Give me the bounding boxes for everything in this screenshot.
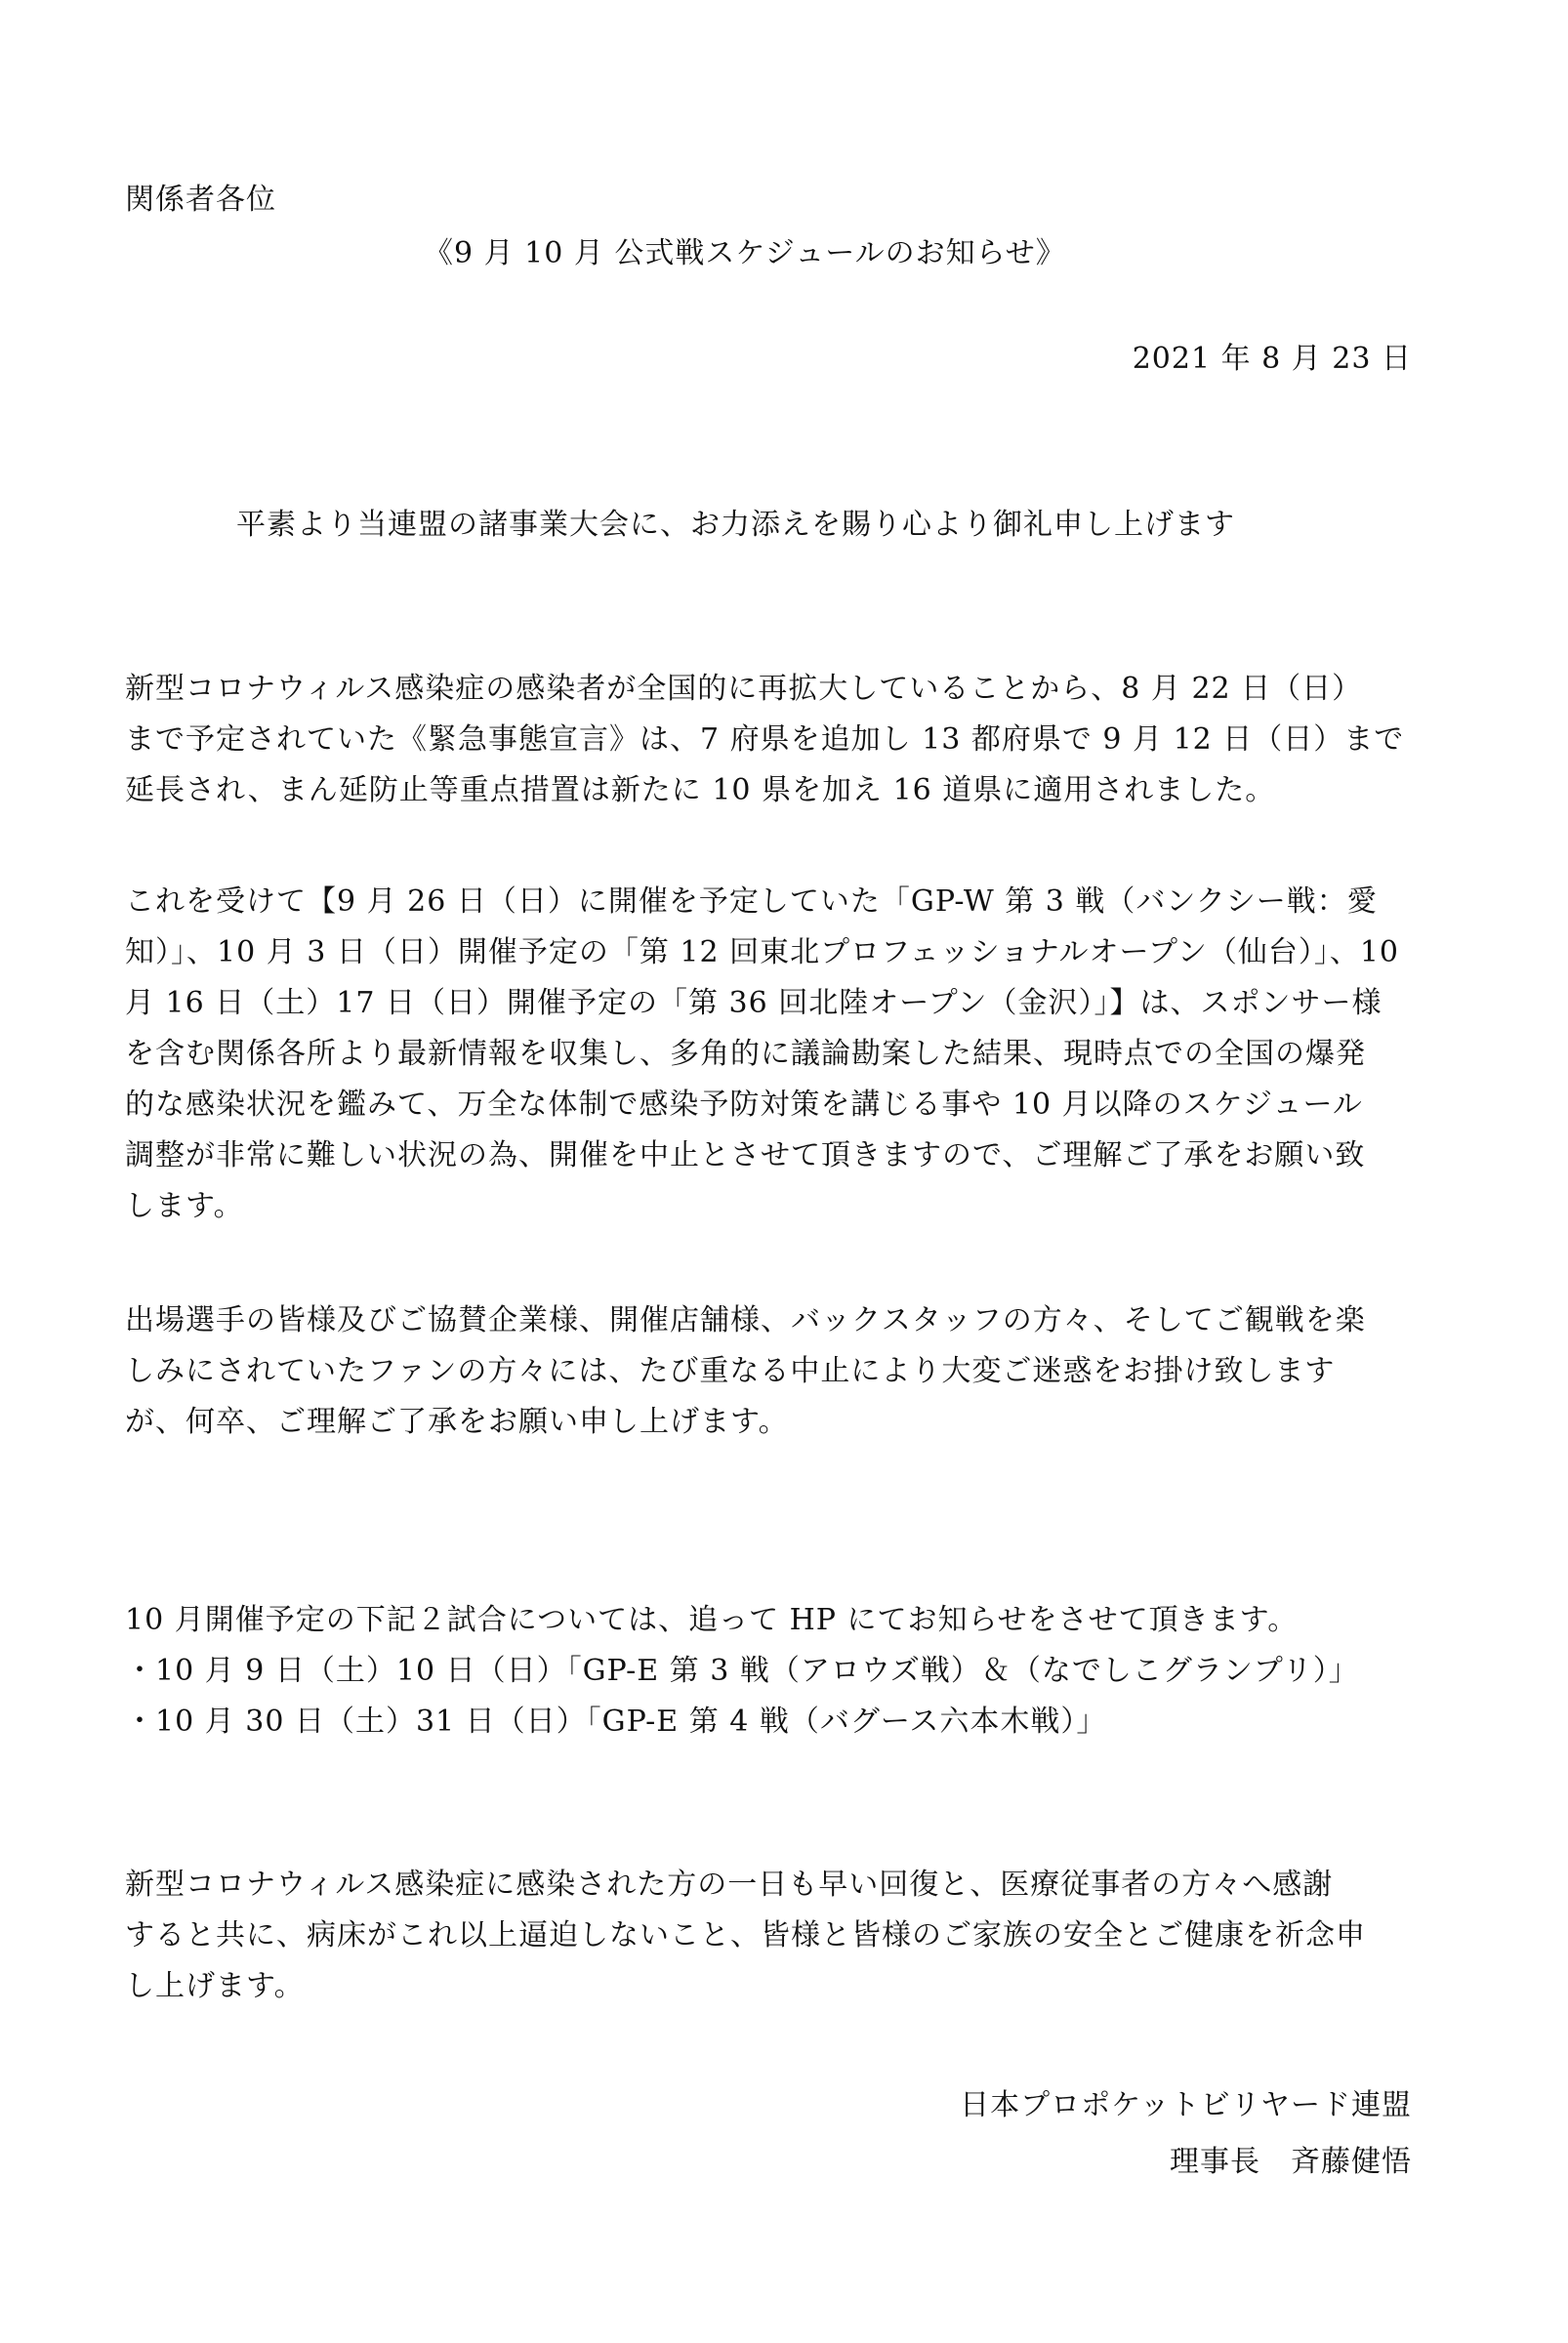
paragraph-line: を含む関係各所より最新情報を収集し、多角的に議論勘案した結果、現時点での全国の爆発 [125, 1037, 1366, 1071]
paragraph-line: 調整が非常に難しい状況の為、開催を中止とさせて頂きますので、ご理解ご了承をお願い致 [125, 1138, 1366, 1172]
greeting: 平素より当連盟の諸事業大会に、お力添えを賜り心より御礼申し上げます [236, 508, 1235, 542]
schedule-item: ・10 月 9 日（土）10 日（日）「GP-E 第 3 戦（アロウズ戦）＆（なでしこグランプリ）」 [125, 1654, 1359, 1688]
paragraph-line: しみにされていたファンの方々には、たび重なる中止により大変ご迷惑をお掛け致します [125, 1354, 1336, 1388]
paragraph-line: 知）」、10 月 3 日（日）開催予定の「第 12 回東北プロフェッショナルオープン（仙台）」、10 [125, 935, 1399, 969]
document-title: 《9 月 10 月 公式戦スケジュールのお知らせ》 [424, 236, 1066, 270]
schedule-item: ・10 月 30 日（土）31 日（日）「GP-E 第 4 戦（バグース六本木戦）」 [125, 1705, 1107, 1739]
paragraph-line: 月 16 日（土）17 日（日）開催予定の「第 36 回北陸オープン（金沢）」】は、スポンサー様 [125, 986, 1382, 1020]
addressee: 関係者各位 [125, 183, 276, 217]
paragraph-line: し上げます。 [125, 1969, 305, 2003]
paragraph-line: が、何卒、ご理解ご了承をお願い申し上げます。 [125, 1405, 789, 1439]
paragraph-closing-wishes [125, 1860, 1453, 2012]
paragraph-line: すると共に、病床がこれ以上逼迫しないこと、皆様と皆様のご家族の安全とご健康を祈念申 [125, 1918, 1366, 1952]
paragraph-line: まで予定されていた《緊急事態宣言》は、7 府県を追加し 13 都府県で 9 月 12 日（日）まで [125, 722, 1405, 757]
paragraph-line: 延長され、まん延防止等重点措置は新たに 10 県を加え 16 道県に適用されました。 [125, 773, 1276, 807]
paragraph-line: します。 [125, 1189, 244, 1223]
paragraph-line: これを受けて【9 月 26 日（日）に開催を予定していた「GP-W 第 3 戦（バンクシー戦：愛 [125, 884, 1378, 919]
signature-organization: 日本プロポケットビリヤード連盟 [960, 2088, 1412, 2122]
paragraph-line: 的な感染状況を鑑みて、万全な体制で感染予防対策を講じる事や 10 月以降のスケジュール [125, 1088, 1363, 1122]
paragraph-line: 新型コロナウィルス感染症に感染された方の一日も早い回復と、医療従事者の方々へ感謝 [125, 1868, 1334, 1902]
paragraph-apology [125, 1295, 1453, 1448]
paragraph-line: 10 月開催予定の下記２試合については、追って HP にてお知らせをさせて頂きます。 [125, 1603, 1299, 1637]
document-date: 2021 年 8 月 23 日 [1132, 342, 1412, 376]
paragraph-emergency-declaration [125, 664, 1453, 816]
signature-chairman: 理事長 斉藤健悟 [1170, 2145, 1412, 2179]
paragraph-line: 新型コロナウィルス感染症の感染者が全国的に再拡大していることから、8 月 22 日（日） [125, 672, 1363, 706]
paragraph-october-schedule [125, 1595, 1453, 1747]
paragraph-line: 出場選手の皆様及びご協賛企業様、開催店舗様、バックスタッフの方々、そしてご観戦を楽 [125, 1303, 1366, 1337]
paragraph-cancellation [125, 877, 1453, 1232]
